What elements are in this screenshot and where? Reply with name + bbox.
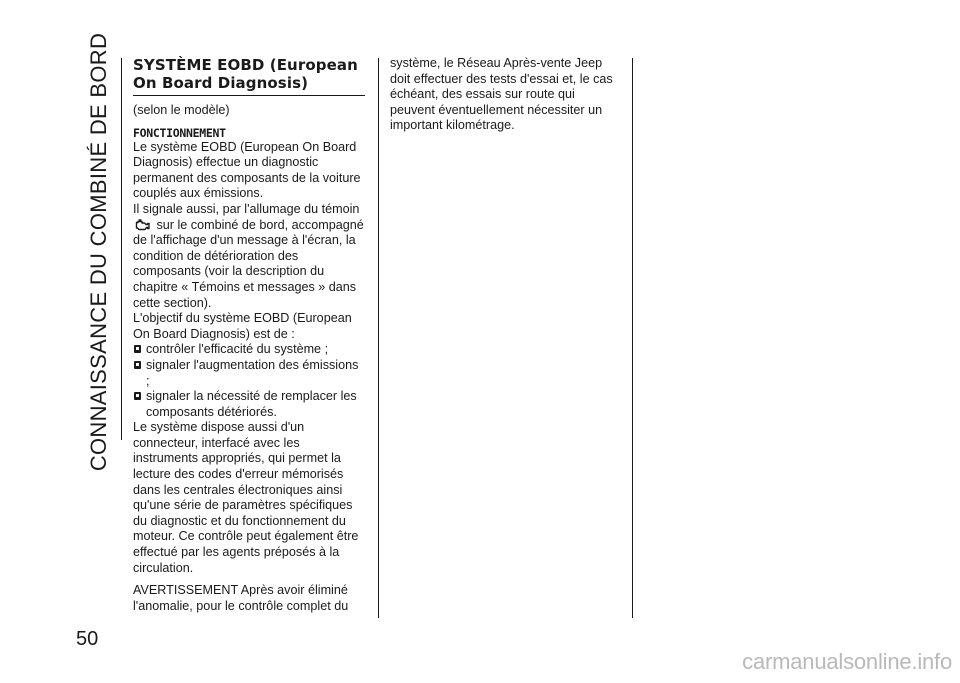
list-item [133, 389, 365, 420]
paragraph-3: L'objectif du système EOBD (European On Board Diagnosis) est de : [133, 311, 352, 341]
list-item-text: contrôler l'efficacité du système ; [146, 342, 329, 357]
list-item [133, 342, 365, 358]
list-item-text: signaler l'augmentation des émissions ; [146, 357, 359, 388]
engine-icon [135, 219, 151, 231]
paragraph-2-start: Il signale aussi, par l'allumage du témoin [133, 201, 360, 216]
bullet-square-icon [134, 392, 141, 400]
list-item-text: signaler la nécessité de remplacer les composants détériorés. [146, 389, 357, 419]
paragraph-2-end: sur le combiné de bord, accompagné de l'affichage d'un message à l'écran, la condition de détérioration des composants (voir la description du chapitre « Témoins et messages » dans cette section). [133, 217, 364, 310]
column-divider [632, 58, 633, 618]
paragraph-2 [133, 202, 365, 311]
column-divider [378, 58, 379, 618]
page-number: 50 [76, 628, 99, 650]
chapter-title-text: CONNAISSANCE DU COMBINÉ DE BORD [86, 32, 112, 472]
warning-text-end: système, le Réseau Après-vente Jeep doit effectuer des tests d'essai et, le cas échéant, des essais sur route qui peuvent éventuellement nécessiter un important kilométrage. [390, 56, 613, 133]
text-column-1 [133, 56, 365, 614]
text-column-2 [390, 56, 622, 134]
watermark: carmanualsonline.info [742, 649, 952, 674]
paragraph-1: Le système EOBD (European On Board Diagnosis) effectue un diagnostic permanent des composants de la voiture couplés aux émissions. [133, 139, 361, 201]
list-item [133, 358, 365, 389]
warning-text-start: AVERTISSEMENT Après avoir éliminé l'anomalie, pour le contrôle complet du [133, 583, 349, 613]
side-divider [121, 58, 122, 440]
paragraph-4: Le système dispose aussi d'un connecteur, interfacé avec les instruments appropriés, qui permet la lecture des codes d'erreur mémorisés dans les centrales électroniques ainsi qu'une série de paramètres spécifiques du diagnostic et du fonctionnement du moteur. Ce contrôle peut également être effectué par les agents préposés à la circulation. [133, 420, 359, 575]
section-heading: SYSTÈME EOBD (European On Board Diagnosis) [133, 56, 365, 96]
availability-note: (selon le modèle) [133, 103, 230, 117]
chapter-side-title [84, 32, 114, 472]
bullet-square-icon [134, 361, 141, 369]
subheading: FONCTIONNEMENT [133, 125, 226, 140]
bullet-square-icon [134, 345, 141, 353]
